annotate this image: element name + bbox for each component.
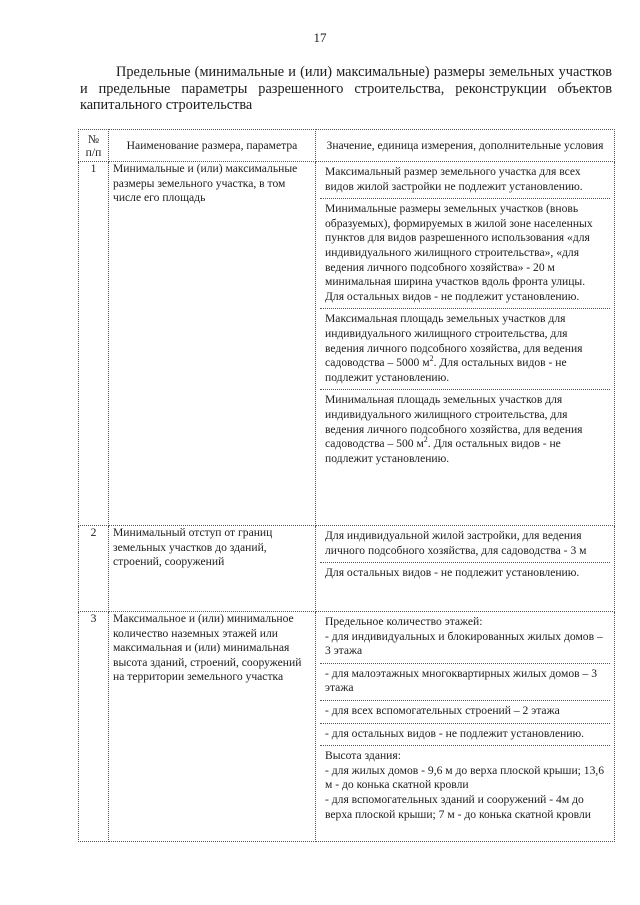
header-name: Наименование размера, параметра: [109, 130, 316, 162]
row-number: 3: [79, 612, 109, 842]
value-text: Минимальная площадь земельных участков для индивидуального жилищного строительства, для ведения личного подсобного хозяйства, для ведения садоводства – 500 м: [325, 393, 583, 451]
superscript: 2: [423, 435, 428, 445]
value-paragraph: Максимальный размер земельного участка для всех видов жилой застройки не подлежит установлению.: [320, 162, 610, 199]
value-line: Высота здания:: [325, 749, 401, 763]
value-line: - для вспомогательных зданий и сооружений - 4м до верха плоской крыши; 7 м - до конька скатной кровли: [325, 792, 591, 821]
superscript: 2: [429, 354, 434, 364]
value-line: - для жилых домов - 9,6 м до верха плоской крыши; 13,6 м - до конька скатной кровли: [325, 763, 605, 792]
header-number: № п/п: [79, 130, 109, 162]
parameters-table: [78, 129, 615, 842]
parameter-name: Минимальные и (или) максимальные размеры земельного участка, в том числе его площадь: [109, 162, 316, 526]
table-row: [79, 612, 615, 842]
value-paragraph: Для остальных видов - не подлежит установлению.: [325, 566, 580, 580]
parameter-values: [316, 526, 615, 612]
table-row: [79, 162, 615, 526]
page-number: 17: [313, 30, 327, 45]
value-line: Предельное количество этажей:: [325, 615, 483, 628]
table-header-row: [79, 130, 615, 162]
value-paragraph: - для малоэтажных многоквартирных жилых домов – 3 этажа: [320, 664, 610, 701]
value-paragraph: - для всех вспомогательных строений – 2 этажа: [320, 701, 610, 724]
parameter-name: Максимальное и (или) минимальное количество наземных этажей или максимальная и (или) минимальная высота зданий, строений, сооружений на территории земельного участка: [109, 612, 316, 842]
parameter-values: [316, 162, 615, 526]
value-paragraph: Минимальные размеры земельных участков (вновь образуемых), формируемых в жилой зоне населенных пунктов для видов разрешенного использования «для индивидуального жилищного строительства», «для ведения личного подсобного хозяйства» - 20 м минимальная ширина участков вдоль фронта улицы. Для остальных видов - не подлежит установлению.: [320, 199, 610, 309]
parameter-values: [316, 612, 615, 842]
value-paragraph: [320, 746, 610, 826]
row-number: 2: [79, 526, 109, 612]
value-text: . Для остальных видов - не подлежит установлению.: [325, 356, 567, 384]
value-paragraph: [320, 390, 610, 470]
value-paragraph: [320, 309, 610, 390]
value-paragraph: - для остальных видов - не подлежит установлению.: [320, 724, 610, 747]
value-paragraph: Для индивидуальной жилой застройки, для ведения личного подсобного хозяйства, для садоводства - 3 м: [320, 526, 610, 563]
parameter-name: Минимальный отступ от границ земельных участков до зданий, строений, сооружений: [109, 526, 316, 612]
value-line: - для индивидуальных и блокированных жилых домов – 3 этажа: [325, 629, 603, 658]
value-text: . Для остальных видов - не подлежит установлению.: [325, 437, 561, 465]
document-title: Предельные (минимальные и (или) максимальные) размеры земельных участков и предельные параметры разрешенного строительства, реконструкции объектов капитального строительства: [80, 64, 612, 113]
header-value: Значение, единица измерения, дополнительные условия: [316, 130, 615, 162]
value-text: Максимальная площадь земельных участков для индивидуального жилищного строительства, для ведения личного подсобного хозяйства, для ведения садоводства – 5000 м: [325, 312, 583, 370]
row-number: 1: [79, 162, 109, 526]
table-row: [79, 526, 615, 612]
value-paragraph: [320, 612, 610, 664]
